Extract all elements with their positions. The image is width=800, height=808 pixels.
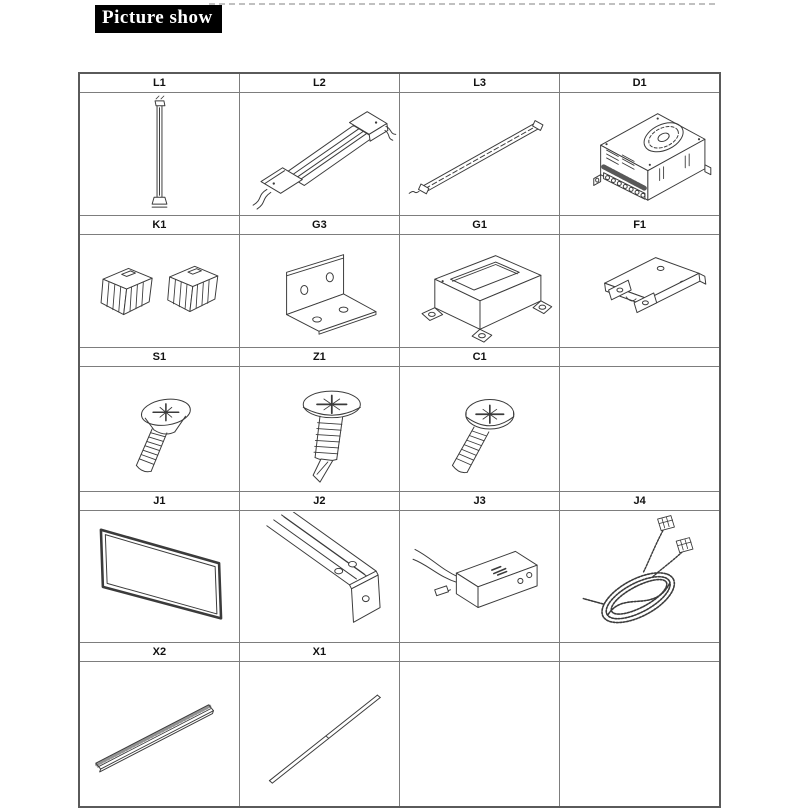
label-row-5	[79, 643, 720, 662]
empty-label-cell	[560, 643, 720, 662]
part-cell-Z1	[239, 367, 399, 492]
part-cell-C1	[400, 367, 560, 492]
part-drawing-F1	[561, 236, 718, 346]
empty-image-cell	[560, 662, 720, 808]
image-row-5	[79, 662, 720, 808]
image-row-2	[79, 235, 720, 348]
part-label-X1: X1	[239, 643, 399, 662]
part-label-J2: J2	[239, 492, 399, 511]
part-cell-F1	[560, 235, 720, 348]
part-drawing-K1	[81, 236, 238, 346]
label-row-2	[79, 216, 720, 235]
parts-table	[78, 72, 721, 808]
part-cell-S1	[79, 367, 239, 492]
part-drawing-S1	[81, 368, 238, 490]
part-drawing-J2	[241, 512, 398, 641]
part-label-X2: X2	[79, 643, 239, 662]
part-drawing-L1	[81, 94, 238, 214]
part-label-D1: D1	[560, 73, 720, 93]
part-cell-L3	[400, 93, 560, 216]
part-drawing-G3	[241, 236, 398, 346]
part-label-J4: J4	[560, 492, 720, 511]
image-row-4	[79, 511, 720, 643]
empty-image-cell	[560, 367, 720, 492]
part-cell-X2	[79, 662, 239, 808]
part-cell-J3	[400, 511, 560, 643]
part-label-F1: F1	[560, 216, 720, 235]
empty-image-cell	[400, 662, 560, 808]
part-cell-J2	[239, 511, 399, 643]
label-row-1	[79, 73, 720, 93]
part-label-J1: J1	[79, 492, 239, 511]
part-cell-J1	[79, 511, 239, 643]
part-drawing-G1	[401, 236, 558, 346]
part-cell-J4	[560, 511, 720, 643]
part-label-G1: G1	[400, 216, 560, 235]
image-row-3	[79, 367, 720, 492]
part-drawing-J3	[401, 512, 558, 641]
part-cell-G1	[400, 235, 560, 348]
part-cell-L1	[79, 93, 239, 216]
part-cell-G3	[239, 235, 399, 348]
part-drawing-J1	[81, 512, 238, 641]
empty-label-cell	[400, 643, 560, 662]
label-row-3	[79, 348, 720, 367]
part-label-K1: K1	[79, 216, 239, 235]
page-title: Picture show	[95, 5, 222, 33]
image-row-1	[79, 93, 720, 216]
label-row-4	[79, 492, 720, 511]
part-cell-L2	[239, 93, 399, 216]
part-label-Z1: Z1	[239, 348, 399, 367]
part-drawing-D1	[561, 94, 718, 214]
part-label-L3: L3	[400, 73, 560, 93]
part-drawing-L3	[401, 94, 558, 214]
part-drawing-C1	[401, 368, 558, 490]
part-drawing-X1	[241, 663, 398, 805]
part-drawing-J4	[561, 512, 718, 641]
part-label-G3: G3	[239, 216, 399, 235]
part-label-C1: C1	[400, 348, 560, 367]
part-cell-X1	[239, 662, 399, 808]
empty-label-cell	[560, 348, 720, 367]
top-dashed-divider	[209, 3, 715, 5]
part-drawing-X2	[81, 663, 238, 805]
part-cell-K1	[79, 235, 239, 348]
part-label-S1: S1	[79, 348, 239, 367]
part-label-J3: J3	[400, 492, 560, 511]
part-drawing-Z1	[241, 368, 398, 490]
part-cell-D1	[560, 93, 720, 216]
part-label-L1: L1	[79, 73, 239, 93]
part-drawing-L2	[241, 94, 398, 214]
part-label-L2: L2	[239, 73, 399, 93]
